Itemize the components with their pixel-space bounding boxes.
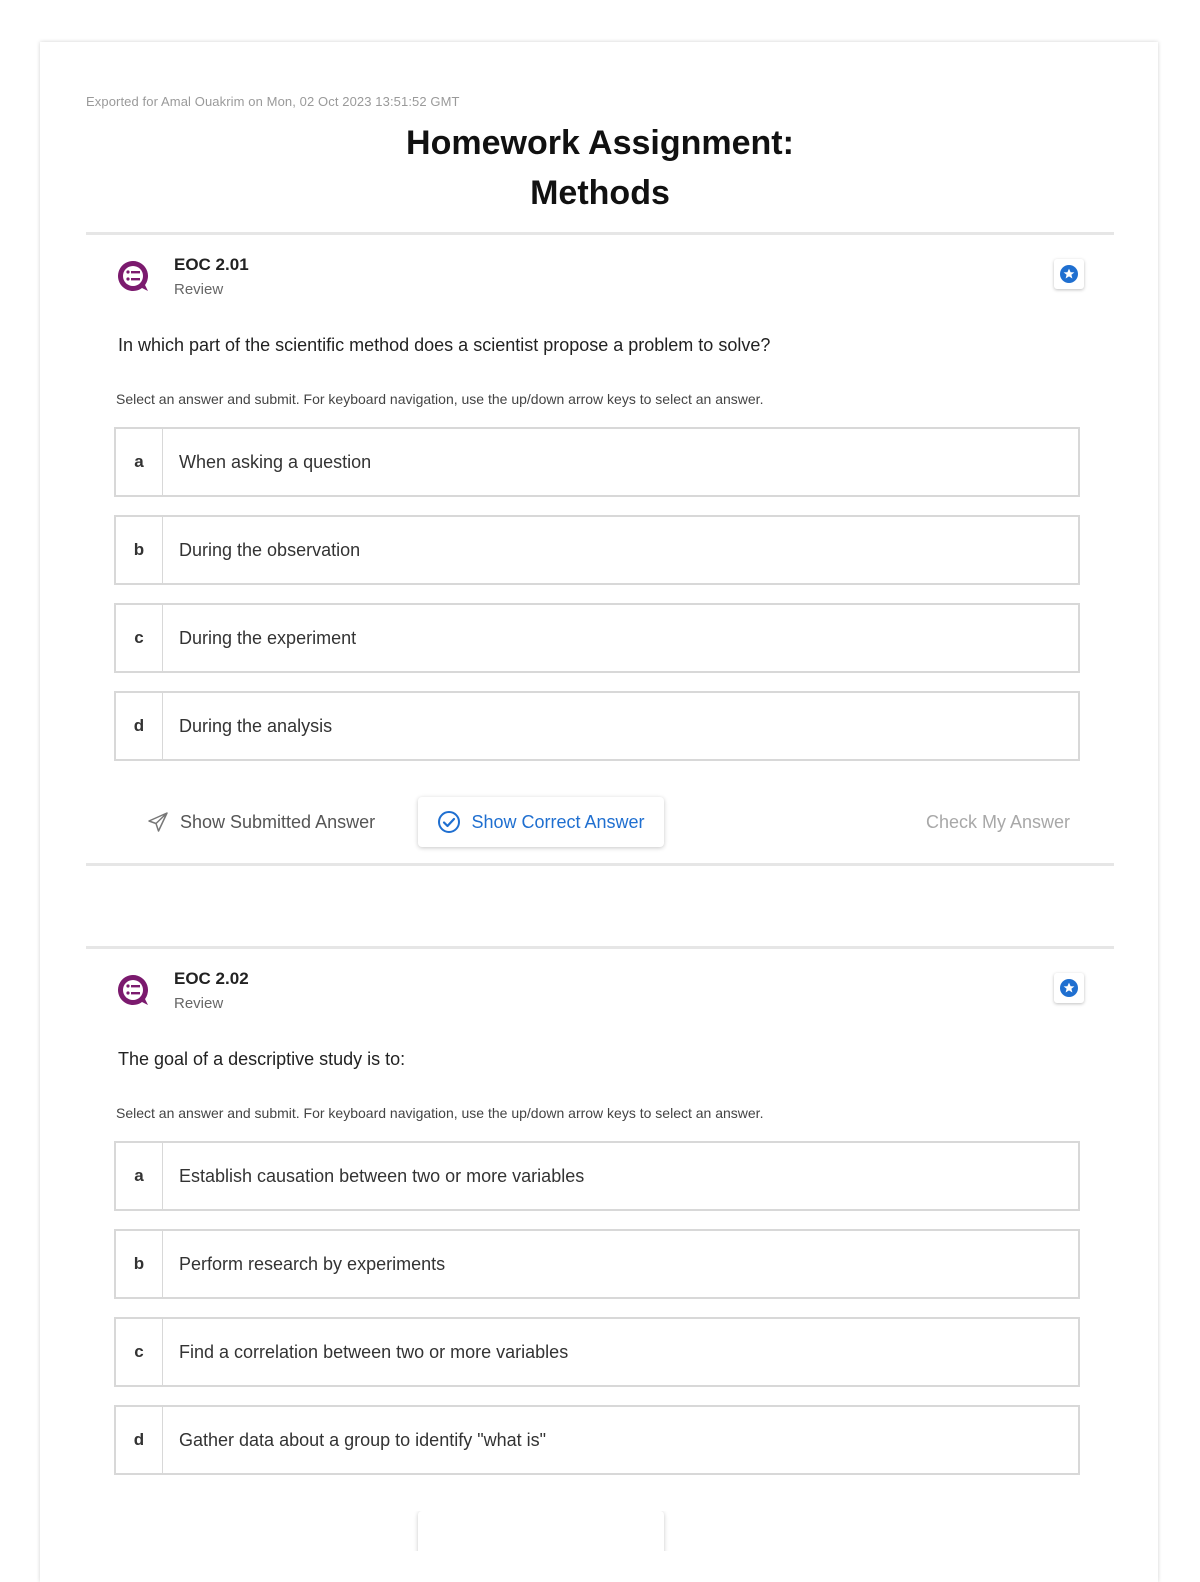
page-title — [0, 118, 1200, 218]
question-instructions: Select an answer and submit. For keyboard navigation, use the up/down arrow keys to select an answer. — [116, 391, 764, 407]
option-letter: b — [116, 1231, 163, 1297]
answer-option-b[interactable] — [114, 515, 1080, 585]
option-text: When asking a question — [179, 451, 372, 472]
option-text: Perform research by experiments — [179, 1253, 446, 1274]
check-circle-icon — [437, 810, 461, 834]
question-subtitle: Review — [174, 281, 224, 298]
question-instructions: Select an answer and submit. For keyboard navigation, use the up/down arrow keys to select an answer. — [116, 1105, 764, 1121]
answer-option-c[interactable] — [114, 1317, 1080, 1387]
show-correct-answer-button[interactable] — [418, 797, 664, 847]
option-text: Gather data about a group to identify "what is" — [179, 1429, 547, 1450]
answer-option-c[interactable] — [114, 603, 1080, 673]
title-line-2: Methods — [530, 174, 670, 212]
answer-option-a[interactable] — [114, 1141, 1080, 1211]
option-letter: b — [116, 517, 163, 583]
option-text: During the observation — [179, 539, 361, 560]
bookmark-button[interactable] — [1054, 259, 1084, 289]
question-card — [86, 946, 1114, 1549]
answer-option-a[interactable] — [114, 427, 1080, 497]
answer-option-d[interactable] — [114, 1405, 1080, 1475]
question-subtitle: Review — [174, 995, 224, 1012]
answer-actions — [86, 1511, 1114, 1551]
option-letter: d — [116, 1407, 163, 1473]
question-card — [86, 232, 1114, 866]
show-correct-answer-label: Show Correct Answer — [471, 811, 645, 832]
option-letter: c — [116, 605, 163, 671]
option-letter: c — [116, 1319, 163, 1385]
question-bubble-icon — [116, 973, 150, 1007]
answer-actions — [86, 797, 1114, 847]
export-note: Exported for Amal Ouakrim on Mon, 02 Oct 2023 13:51:52 GMT — [86, 94, 460, 109]
question-bubble-icon — [116, 259, 150, 293]
option-letter: a — [116, 429, 163, 495]
option-letter: a — [116, 1143, 163, 1209]
star-icon — [1059, 264, 1079, 284]
show-submitted-answer-button[interactable] — [146, 797, 375, 847]
option-text: During the experiment — [179, 627, 357, 648]
show-submitted-answer-label: Show Submitted Answer — [180, 811, 376, 832]
show-correct-answer-button[interactable] — [418, 1511, 664, 1551]
option-text: Establish causation between two or more variables — [179, 1165, 585, 1186]
option-text: Find a correlation between two or more variables — [179, 1341, 569, 1362]
bookmark-button[interactable] — [1054, 973, 1084, 1003]
question-text: In which part of the scientific method does a scientist propose a problem to solve? — [118, 335, 771, 355]
star-icon — [1059, 978, 1079, 998]
check-my-answer-button[interactable] — [926, 797, 1070, 847]
answer-option-d[interactable] — [114, 691, 1080, 761]
question-code: EOC 2.02 — [174, 969, 249, 988]
answer-option-b[interactable] — [114, 1229, 1080, 1299]
check-my-answer-label: Check My Answer — [925, 811, 1070, 832]
question-code: EOC 2.01 — [174, 255, 249, 274]
title-line-1: Homework Assignment: — [406, 124, 794, 162]
paper-plane-icon — [146, 810, 170, 834]
option-text: During the analysis — [179, 715, 333, 736]
question-text: The goal of a descriptive study is to: — [118, 1049, 406, 1069]
option-letter: d — [116, 693, 163, 759]
